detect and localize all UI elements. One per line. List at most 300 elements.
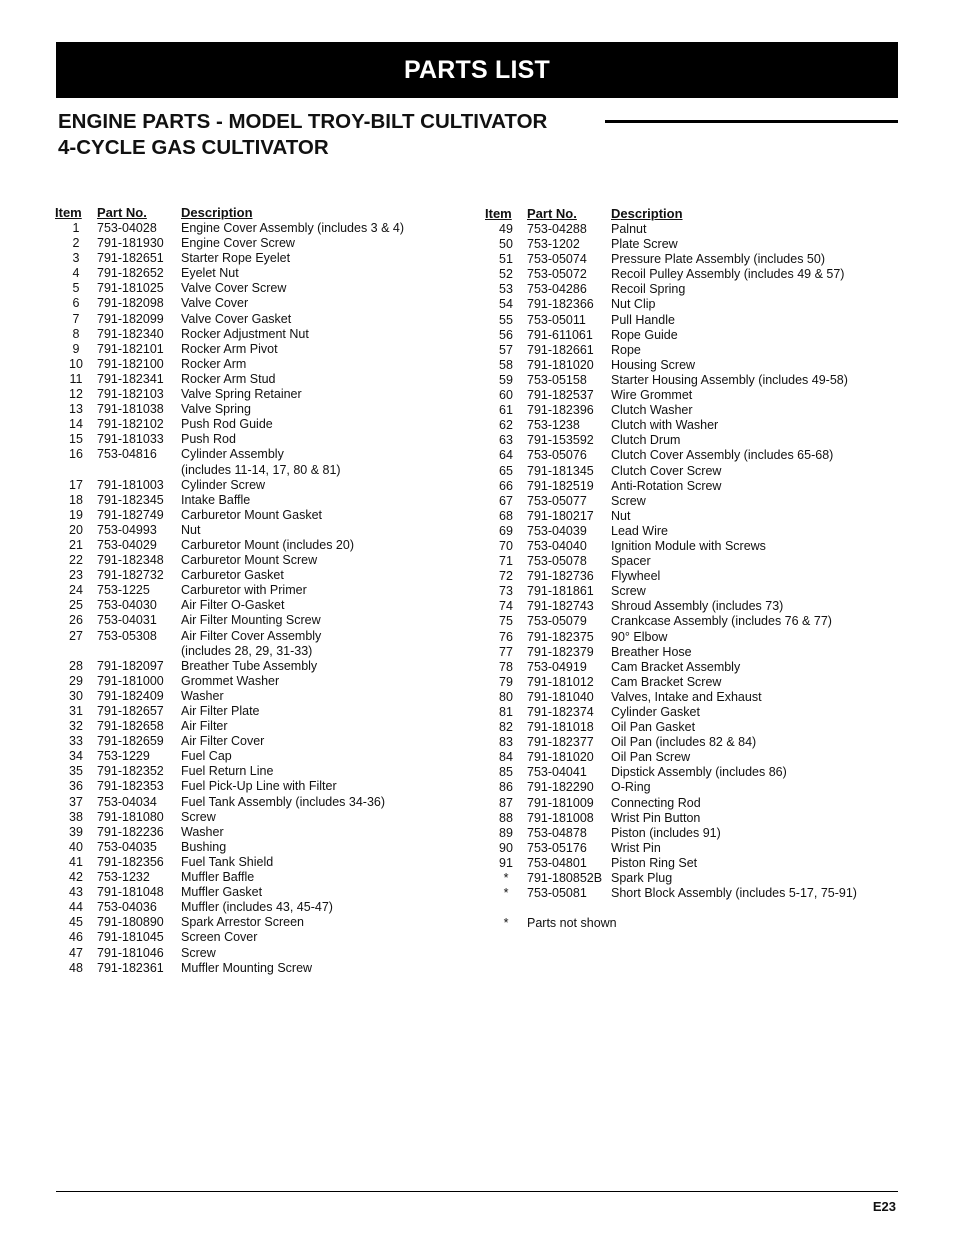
table-row — [55, 327, 441, 342]
part-description: Muffler (includes 43, 45-47) — [181, 900, 333, 915]
part-description: Grommet Washer — [181, 673, 280, 688]
table-row — [485, 599, 871, 614]
part-description: Fuel Tank Shield — [181, 854, 274, 869]
part-description: Spark Arrestor Screen — [181, 915, 304, 930]
table-row — [55, 825, 441, 840]
table-row — [485, 252, 871, 267]
part-description: Valves, Intake and Exhaust — [611, 689, 762, 704]
part-description: Rope — [611, 342, 641, 357]
part-number: 791-182749 — [97, 507, 164, 522]
item-number: 14 — [69, 417, 83, 432]
part-number: 791-182353 — [97, 779, 164, 794]
table-row — [55, 221, 441, 236]
item-number: 83 — [499, 735, 513, 750]
table-row — [55, 930, 441, 945]
part-description: Ignition Module with Screws — [611, 538, 766, 553]
table-row — [55, 810, 441, 825]
part-description: Valve Cover — [181, 296, 249, 311]
table-row — [55, 568, 441, 583]
part-number: 791-182375 — [527, 629, 594, 644]
part-description: Starter Housing Assembly (includes 49-58) — [611, 372, 848, 387]
table-row — [55, 538, 441, 553]
part-description: Carburetor Mount (includes 20) — [181, 537, 354, 552]
part-description: Air Filter — [181, 719, 228, 734]
item-number: 49 — [499, 222, 513, 236]
part-number: 791-182661 — [527, 342, 594, 357]
item-number: 30 — [69, 688, 83, 703]
part-description: O-Ring — [611, 780, 651, 795]
part-number: 791-182345 — [97, 492, 164, 507]
item-number: 58 — [499, 357, 513, 372]
part-description: Rocker Arm — [181, 356, 247, 371]
item-number: 38 — [69, 809, 83, 824]
table-row — [485, 826, 871, 841]
part-number: 753-05081 — [527, 886, 587, 901]
table-row — [485, 418, 871, 433]
item-number: 32 — [69, 719, 83, 734]
part-description: Spacer — [611, 554, 651, 569]
part-number: 791-182732 — [97, 568, 164, 583]
part-number: 791-153592 — [527, 433, 594, 448]
table-row — [485, 660, 871, 675]
part-description: Spark Plug — [611, 871, 673, 886]
item-number: 20 — [69, 522, 83, 537]
part-description: Screw — [181, 809, 216, 824]
table-row — [485, 871, 871, 886]
part-number: 791-182652 — [97, 266, 164, 281]
item-number: 7 — [72, 311, 80, 326]
part-description: Clutch Cover Assembly (includes 65-68) — [611, 448, 834, 463]
table-row — [485, 509, 871, 524]
item-number: 70 — [499, 538, 513, 553]
item-number: 4 — [72, 266, 80, 281]
part-description: Oil Pan (includes 82 & 84) — [611, 735, 757, 750]
part-description: Push Rod — [181, 432, 236, 447]
item-number: 66 — [499, 478, 513, 493]
part-number: 791-180217 — [527, 508, 594, 523]
part-number: 753-05011 — [527, 312, 586, 327]
table-row — [485, 267, 871, 282]
part-description: Oil Pan Screw — [611, 750, 691, 765]
part-description: Piston (includes 91) — [611, 825, 721, 840]
part-description: Clutch Cover Screw — [611, 463, 722, 478]
part-description: Piston Ring Set — [611, 855, 698, 870]
part-description: Fuel Pick-Up Line with Filter — [181, 779, 337, 794]
part-number: 791-182396 — [527, 403, 594, 418]
table-row — [55, 478, 441, 493]
table-row — [485, 765, 871, 780]
part-description: Pull Handle — [611, 312, 675, 327]
table-row — [485, 675, 871, 690]
part-description: Wire Grommet — [611, 388, 693, 403]
table-row — [485, 448, 871, 463]
item-number: 72 — [499, 569, 513, 584]
part-number: 791-181009 — [527, 795, 594, 810]
table-row — [55, 417, 441, 432]
part-description: Air Filter Cover — [181, 734, 265, 749]
part-description: Recoil Spring — [611, 282, 686, 297]
part-description: Rocker Arm Pivot — [181, 341, 278, 356]
item-number: 53 — [499, 282, 513, 297]
item-number: 29 — [69, 673, 83, 688]
part-number: 791-181012 — [527, 674, 594, 689]
part-number: 791-181080 — [97, 809, 164, 824]
item-number: 79 — [499, 674, 513, 689]
part-description: Carburetor Gasket — [181, 568, 284, 583]
part-number: 791-181345 — [527, 463, 594, 478]
part-number: 753-1229 — [97, 749, 150, 764]
table-row — [55, 629, 441, 659]
header-part-no: Part No. — [527, 206, 577, 221]
item-number: 48 — [69, 960, 83, 975]
item-number: 68 — [499, 508, 513, 523]
table-row — [55, 508, 441, 523]
item-number: 73 — [499, 584, 513, 599]
item-number: 50 — [499, 237, 513, 252]
table-rows-right — [485, 222, 871, 901]
table-row — [485, 494, 871, 509]
part-description: Nut Clip — [611, 297, 656, 312]
table-row — [485, 433, 871, 448]
part-description: Cylinder Screw — [181, 477, 266, 492]
item-number: 13 — [69, 402, 83, 417]
part-description: Valve Cover Screw — [181, 281, 287, 296]
part-description: Palnut — [611, 222, 647, 236]
item-number: 42 — [69, 870, 83, 885]
part-description: Pressure Plate Assembly (includes 50) — [611, 252, 825, 267]
part-description: Shroud Assembly (includes 73) — [611, 599, 784, 614]
part-number: 753-1202 — [527, 237, 580, 252]
item-number: 76 — [499, 629, 513, 644]
item-number: 3 — [72, 251, 80, 266]
part-description: Wrist Pin — [611, 840, 661, 855]
part-description: Cam Bracket Screw — [611, 674, 722, 689]
part-description: Carburetor with Primer — [181, 583, 307, 598]
table-row — [55, 779, 441, 794]
part-number: 753-05158 — [527, 372, 587, 387]
part-description: 90° Elbow — [611, 629, 668, 644]
item-number: 18 — [69, 492, 83, 507]
part-description: Muffler Gasket — [181, 885, 263, 900]
table-row — [485, 856, 871, 871]
table-row — [485, 614, 871, 629]
part-number: 753-05176 — [527, 840, 587, 855]
item-number: 71 — [499, 554, 513, 569]
part-number: 791-182361 — [97, 960, 164, 975]
item-number: * — [503, 871, 509, 886]
item-number: 8 — [72, 326, 80, 341]
table-row — [55, 734, 441, 749]
part-number: 791-181033 — [97, 432, 164, 447]
part-number: 753-04288 — [527, 222, 587, 236]
section-heading — [58, 109, 547, 161]
table-row — [485, 796, 871, 811]
part-number: 791-182409 — [97, 688, 164, 703]
part-number: 753-05079 — [527, 614, 587, 629]
table-rows-left — [55, 221, 441, 976]
part-description: Push Rod Guide — [181, 417, 273, 432]
part-number: 753-05076 — [527, 448, 587, 463]
table-row — [55, 553, 441, 568]
part-description: Screw — [181, 945, 216, 960]
table-row — [485, 554, 871, 569]
part-description: Crankcase Assembly (includes 76 & 77) — [611, 614, 832, 629]
item-number: 75 — [499, 614, 513, 629]
item-number: 40 — [69, 839, 83, 854]
table-row — [485, 222, 871, 237]
heading-rule — [605, 120, 898, 123]
part-number: 791-181038 — [97, 402, 164, 417]
table-row — [55, 312, 441, 327]
header-description: Description — [181, 205, 253, 220]
table-row — [55, 885, 441, 900]
table-row — [485, 584, 871, 599]
part-number: 791-182659 — [97, 734, 164, 749]
part-description: Carburetor Mount Gasket — [181, 507, 323, 522]
item-number: 37 — [69, 794, 83, 809]
part-description: Flywheel — [611, 569, 661, 584]
item-number: 9 — [72, 341, 80, 356]
item-number: 39 — [69, 824, 83, 839]
header-part-no: Part No. — [97, 205, 147, 220]
part-number: 753-04034 — [97, 794, 157, 809]
part-description: Washer — [181, 824, 224, 839]
table-row — [485, 569, 871, 584]
table-row — [485, 479, 871, 494]
table-row — [55, 387, 441, 402]
item-number: 91 — [499, 855, 513, 870]
part-description: Air Filter Cover Assembly (includes 28, 29, 31-33) — [181, 628, 322, 658]
table-row — [55, 900, 441, 915]
table-row — [485, 841, 871, 856]
part-number: 791-182348 — [97, 553, 164, 568]
item-number: 86 — [499, 780, 513, 795]
part-number: 791-182352 — [97, 764, 164, 779]
table-row — [55, 493, 441, 508]
part-number: 753-04816 — [97, 447, 157, 462]
table-row — [55, 598, 441, 613]
part-description: Screw — [611, 493, 646, 508]
item-number: 28 — [69, 658, 83, 673]
part-description: Nut — [181, 522, 201, 537]
part-number: 791-182366 — [527, 297, 594, 312]
part-number: 791-181020 — [527, 357, 594, 372]
part-number: 791-181930 — [97, 236, 164, 251]
table-row — [55, 870, 441, 885]
part-description: Clutch Drum — [611, 433, 681, 448]
table-row — [55, 961, 441, 976]
item-number: 10 — [69, 356, 83, 371]
part-number: 753-04036 — [97, 900, 157, 915]
part-description: Lead Wire — [611, 523, 668, 538]
part-number: 753-1232 — [97, 870, 150, 885]
part-description: Valve Cover Gasket — [181, 311, 292, 326]
part-description: Cam Bracket Assembly — [611, 659, 741, 674]
table-row — [485, 705, 871, 720]
header-item: Item — [55, 205, 82, 220]
part-number: 791-181048 — [97, 885, 164, 900]
part-description: Oil Pan Gasket — [611, 720, 696, 735]
part-description: Rocker Arm Stud — [181, 371, 276, 386]
part-description: Engine Cover Assembly (includes 3 & 4) — [181, 221, 405, 235]
part-number: 791-181025 — [97, 281, 164, 296]
part-description: Breather Hose — [611, 644, 692, 659]
table-row — [485, 539, 871, 554]
table-row — [485, 645, 871, 660]
item-number: 60 — [499, 388, 513, 403]
part-number: 753-05072 — [527, 267, 587, 282]
item-number: 63 — [499, 433, 513, 448]
part-description: Fuel Return Line — [181, 764, 274, 779]
table-row — [485, 811, 871, 826]
part-description: Carburetor Mount Screw — [181, 553, 318, 568]
table-row — [485, 750, 871, 765]
part-number: 791-181040 — [527, 689, 594, 704]
table-row — [55, 372, 441, 387]
part-description: Rocker Adjustment Nut — [181, 326, 309, 341]
table-row — [55, 795, 441, 810]
part-number: 791-181000 — [97, 673, 164, 688]
item-number: 67 — [499, 493, 513, 508]
item-number: 15 — [69, 432, 83, 447]
item-number: 22 — [69, 553, 83, 568]
item-number: 81 — [499, 705, 513, 719]
part-number: 753-04286 — [527, 282, 587, 297]
item-number: 1 — [72, 221, 80, 235]
table-row — [55, 281, 441, 296]
item-number: 65 — [499, 463, 513, 478]
item-number: 90 — [499, 840, 513, 855]
part-description: Valve Spring Retainer — [181, 387, 302, 402]
part-number: 791-181045 — [97, 930, 164, 945]
item-number: 87 — [499, 795, 513, 810]
part-description: Breather Tube Assembly — [181, 658, 318, 673]
part-number: 753-05078 — [527, 554, 587, 569]
part-description: Short Block Assembly (includes 5-17, 75-91) — [611, 886, 857, 901]
part-number: 791-182736 — [527, 569, 594, 584]
header-item: Item — [485, 206, 512, 221]
table-row — [485, 720, 871, 735]
part-description: Air Filter O-Gasket — [181, 598, 285, 613]
item-number: 74 — [499, 599, 513, 614]
item-number: 57 — [499, 342, 513, 357]
table-row — [485, 297, 871, 312]
item-number: 85 — [499, 765, 513, 780]
part-number: 791-182290 — [527, 780, 594, 795]
part-number: 791-182658 — [97, 719, 164, 734]
table-row — [485, 690, 871, 705]
item-number: 47 — [69, 945, 83, 960]
part-number: 791-182379 — [527, 644, 594, 659]
table-row — [55, 523, 441, 538]
part-description: Rope Guide — [611, 327, 678, 342]
table-row — [485, 358, 871, 373]
part-number: 791-611061 — [527, 327, 593, 342]
item-number: 5 — [72, 281, 80, 296]
part-number: 791-182101 — [97, 341, 164, 356]
part-description: Nut — [611, 508, 631, 523]
part-number: 791-180890 — [97, 915, 164, 930]
table-header — [485, 206, 871, 222]
part-number: 791-182102 — [97, 417, 164, 432]
part-number: 791-182743 — [527, 599, 594, 614]
table-row — [55, 764, 441, 779]
table-row — [55, 855, 441, 870]
part-number: 753-04801 — [527, 855, 587, 870]
table-row — [55, 946, 441, 961]
item-number: 2 — [72, 236, 80, 251]
table-row — [55, 915, 441, 930]
part-description: Wrist Pin Button — [611, 810, 701, 825]
table-row — [485, 886, 871, 901]
footnote-marker: * — [503, 916, 509, 931]
item-number: 62 — [499, 418, 513, 433]
item-number: 55 — [499, 312, 513, 327]
part-description: Starter Rope Eyelet — [181, 251, 291, 266]
part-description: Fuel Tank Assembly (includes 34-36) — [181, 794, 386, 809]
part-description: Air Filter Plate — [181, 704, 260, 718]
table-row — [485, 630, 871, 645]
part-description: Connecting Rod — [611, 795, 701, 810]
item-number: 36 — [69, 779, 83, 794]
item-number: 34 — [69, 749, 83, 764]
item-number: 12 — [69, 387, 83, 402]
item-number: 89 — [499, 825, 513, 840]
footnote-text: Parts not shown — [527, 916, 617, 931]
part-number: 753-04919 — [527, 659, 587, 674]
part-description: Eyelet Nut — [181, 266, 239, 281]
item-number: 80 — [499, 689, 513, 704]
part-number: 753-04028 — [97, 221, 157, 235]
part-description: Engine Cover Screw — [181, 236, 295, 251]
table-row — [55, 402, 441, 417]
parts-table-right — [485, 206, 871, 931]
part-number: 791-182651 — [97, 251, 164, 266]
table-row — [55, 583, 441, 598]
table-row — [55, 749, 441, 764]
item-number: 51 — [499, 252, 513, 267]
table-row — [55, 613, 441, 628]
item-number: 77 — [499, 644, 513, 659]
parts-list-banner — [56, 42, 898, 98]
part-description: Washer — [181, 688, 224, 703]
part-number: 753-05077 — [527, 493, 587, 508]
footer-rule — [56, 1191, 898, 1192]
part-number: 791-182341 — [97, 371, 164, 386]
part-number: 753-04030 — [97, 598, 157, 613]
part-description: Bushing — [181, 839, 227, 854]
item-number: 17 — [69, 477, 83, 492]
part-description: Cylinder Gasket — [611, 705, 700, 719]
item-number: 21 — [69, 537, 83, 552]
item-number: * — [503, 886, 509, 901]
part-number: 753-1238 — [527, 418, 580, 433]
table-row — [55, 432, 441, 447]
part-number: 791-182099 — [97, 311, 164, 326]
table-row — [485, 343, 871, 358]
part-number: 791-181861 — [527, 584, 594, 599]
item-number: 16 — [69, 447, 83, 462]
table-row — [485, 313, 871, 328]
table-row — [485, 403, 871, 418]
table-row — [485, 780, 871, 795]
part-description: Fuel Cap — [181, 749, 232, 764]
table-row — [485, 373, 871, 388]
part-number: 753-04041 — [527, 765, 587, 780]
part-number: 753-04878 — [527, 825, 587, 840]
part-number: 791-180852B — [527, 871, 603, 886]
item-number: 31 — [69, 704, 83, 718]
